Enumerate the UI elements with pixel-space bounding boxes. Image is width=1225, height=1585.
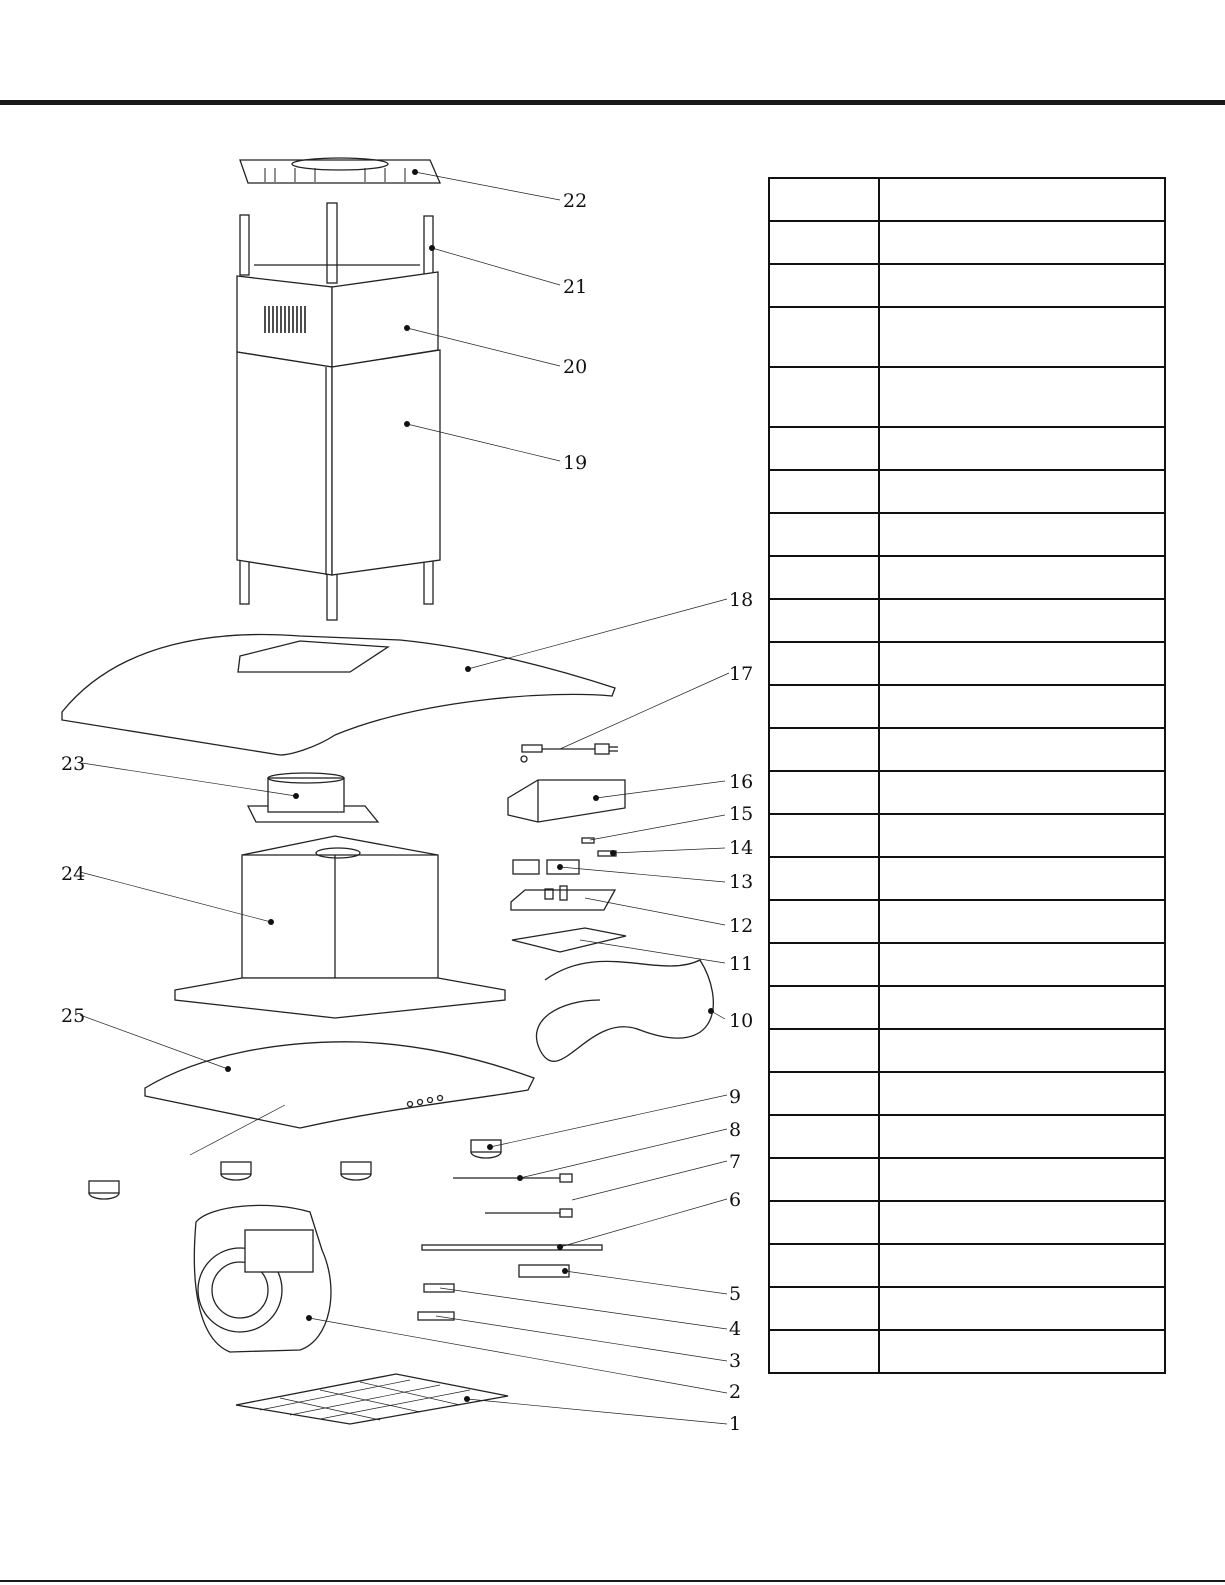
parts-table-row bbox=[769, 470, 1165, 513]
callout-15: 15 bbox=[729, 803, 754, 825]
callout-3: 3 bbox=[729, 1350, 742, 1372]
part-18-glass-canopy bbox=[62, 635, 615, 755]
part-number-cell bbox=[769, 814, 879, 857]
part-name-cell bbox=[879, 367, 1165, 427]
parts-table-row bbox=[769, 1201, 1165, 1244]
part-4-bracket bbox=[424, 1284, 454, 1292]
part-number-cell bbox=[769, 1072, 879, 1115]
part-name-cell bbox=[879, 264, 1165, 307]
part-name-cell bbox=[879, 814, 1165, 857]
part-name-cell bbox=[879, 178, 1165, 221]
parts-table-row bbox=[769, 1115, 1165, 1158]
callout-19: 19 bbox=[563, 452, 588, 474]
part-number-cell bbox=[769, 771, 879, 814]
part-name-cell bbox=[879, 470, 1165, 513]
callout-1: 1 bbox=[729, 1413, 742, 1435]
part-number-cell bbox=[769, 367, 879, 427]
part-name-cell bbox=[879, 599, 1165, 642]
parts-table-row bbox=[769, 771, 1165, 814]
callout-22: 22 bbox=[563, 190, 588, 212]
callout-7: 7 bbox=[729, 1151, 742, 1173]
part-number-cell bbox=[769, 599, 879, 642]
parts-table-row bbox=[769, 367, 1165, 427]
part-number-cell bbox=[769, 178, 879, 221]
part-6-switch-rod bbox=[422, 1245, 602, 1250]
part-name-cell bbox=[879, 857, 1165, 900]
parts-table-row bbox=[769, 1158, 1165, 1201]
part-number-cell bbox=[769, 264, 879, 307]
part-name-cell bbox=[879, 221, 1165, 264]
part-name-cell bbox=[879, 771, 1165, 814]
lamp-center-left bbox=[221, 1162, 251, 1180]
part-number-cell bbox=[769, 221, 879, 264]
callout-9: 9 bbox=[729, 1086, 742, 1108]
part-name-cell bbox=[879, 513, 1165, 556]
callout-17: 17 bbox=[729, 663, 754, 685]
callout-20: 20 bbox=[563, 356, 588, 378]
part-16-electric-box bbox=[508, 780, 625, 822]
part-number-cell bbox=[769, 1244, 879, 1287]
part-name-cell bbox=[879, 986, 1165, 1029]
part-9-lamp bbox=[471, 1140, 501, 1158]
lamp-left bbox=[89, 1181, 119, 1199]
parts-table-row bbox=[769, 943, 1165, 986]
callout-6: 6 bbox=[729, 1189, 742, 1211]
callout-12: 12 bbox=[729, 915, 754, 937]
part-name-cell bbox=[879, 1201, 1165, 1244]
part-number-cell bbox=[769, 427, 879, 470]
part-number-cell bbox=[769, 307, 879, 367]
part-name-cell bbox=[879, 556, 1165, 599]
callout-21: 21 bbox=[563, 276, 588, 298]
part-2-blower-motor bbox=[194, 1205, 331, 1352]
part-name-cell bbox=[879, 642, 1165, 685]
callout-10: 10 bbox=[729, 1010, 754, 1032]
part-13-relays bbox=[513, 860, 579, 874]
parts-table-row bbox=[769, 728, 1165, 771]
part-17-power-cord bbox=[521, 744, 618, 762]
part-name-cell bbox=[879, 1072, 1165, 1115]
callout-23: 23 bbox=[61, 753, 86, 775]
part-number-cell bbox=[769, 728, 879, 771]
parts-table-row bbox=[769, 1072, 1165, 1115]
parts-table-row bbox=[769, 857, 1165, 900]
part-19-lower-chimney bbox=[237, 350, 440, 575]
callout-4: 4 bbox=[729, 1318, 742, 1340]
callout-24: 24 bbox=[61, 863, 86, 885]
lamp-center-right bbox=[341, 1162, 371, 1180]
callout-2: 2 bbox=[729, 1381, 742, 1403]
part-number-cell bbox=[769, 470, 879, 513]
parts-table-row bbox=[769, 685, 1165, 728]
parts-table-row bbox=[769, 642, 1165, 685]
part-number-cell bbox=[769, 857, 879, 900]
parts-table-row bbox=[769, 427, 1165, 470]
parts-table-row bbox=[769, 1244, 1165, 1287]
parts-table-row bbox=[769, 814, 1165, 857]
part-12-control-board bbox=[511, 886, 615, 910]
part-name-cell bbox=[879, 427, 1165, 470]
part-number-cell bbox=[769, 685, 879, 728]
part-name-cell bbox=[879, 1287, 1165, 1330]
part-number-cell bbox=[769, 943, 879, 986]
parts-table-row bbox=[769, 556, 1165, 599]
part-name-cell bbox=[879, 943, 1165, 986]
part-name-cell bbox=[879, 900, 1165, 943]
part-25-hood-body bbox=[145, 1042, 534, 1128]
parts-table-row bbox=[769, 178, 1165, 221]
callout-13: 13 bbox=[729, 871, 754, 893]
part-name-cell bbox=[879, 1029, 1165, 1072]
part-23-air-outlet bbox=[248, 773, 378, 822]
part-15-capacitor bbox=[582, 838, 594, 843]
part-number-cell bbox=[769, 1330, 879, 1373]
callout-5: 5 bbox=[729, 1283, 742, 1305]
part-name-cell bbox=[879, 1330, 1165, 1373]
callout-8: 8 bbox=[729, 1119, 742, 1141]
part-name-cell bbox=[879, 1115, 1165, 1158]
callout-25: 25 bbox=[61, 1005, 86, 1027]
parts-table-row bbox=[769, 986, 1165, 1029]
part-number-cell bbox=[769, 1158, 879, 1201]
footer-rule bbox=[0, 1580, 1225, 1582]
part-number-cell bbox=[769, 1115, 879, 1158]
part-number-cell bbox=[769, 642, 879, 685]
callout-16: 16 bbox=[729, 771, 754, 793]
part-name-cell bbox=[879, 1244, 1165, 1287]
part-name-cell bbox=[879, 1158, 1165, 1201]
part-7-lamp-wire bbox=[485, 1209, 572, 1217]
part-name-cell bbox=[879, 685, 1165, 728]
part-8-lamp-wire bbox=[453, 1174, 572, 1182]
parts-table-row bbox=[769, 221, 1165, 264]
part-5-push-buttons bbox=[519, 1265, 569, 1277]
parts-table-row bbox=[769, 599, 1165, 642]
callout-11: 11 bbox=[729, 953, 754, 975]
callout-18: 18 bbox=[729, 589, 754, 611]
parts-table-row bbox=[769, 1287, 1165, 1330]
part-number-cell bbox=[769, 1287, 879, 1330]
part-number-cell bbox=[769, 1029, 879, 1072]
part-24-motor-housing bbox=[175, 836, 505, 1018]
callout-14: 14 bbox=[729, 837, 754, 859]
parts-table-row bbox=[769, 307, 1165, 367]
parts-table-row bbox=[769, 1029, 1165, 1072]
part-number-cell bbox=[769, 986, 879, 1029]
part-number-cell bbox=[769, 556, 879, 599]
part-22-ceiling-plate bbox=[240, 158, 440, 183]
part-11-switch-board bbox=[512, 928, 626, 952]
part-number-cell bbox=[769, 900, 879, 943]
part-name-cell bbox=[879, 728, 1165, 771]
part-number-cell bbox=[769, 513, 879, 556]
part-name-cell bbox=[879, 307, 1165, 367]
parts-table-row bbox=[769, 264, 1165, 307]
parts-table-row bbox=[769, 513, 1165, 556]
parts-table-row bbox=[769, 1330, 1165, 1373]
part-10-wire-harness bbox=[536, 960, 713, 1061]
parts-table-row bbox=[769, 900, 1165, 943]
part-number-cell bbox=[769, 1201, 879, 1244]
parts-list-table bbox=[768, 177, 1166, 1374]
